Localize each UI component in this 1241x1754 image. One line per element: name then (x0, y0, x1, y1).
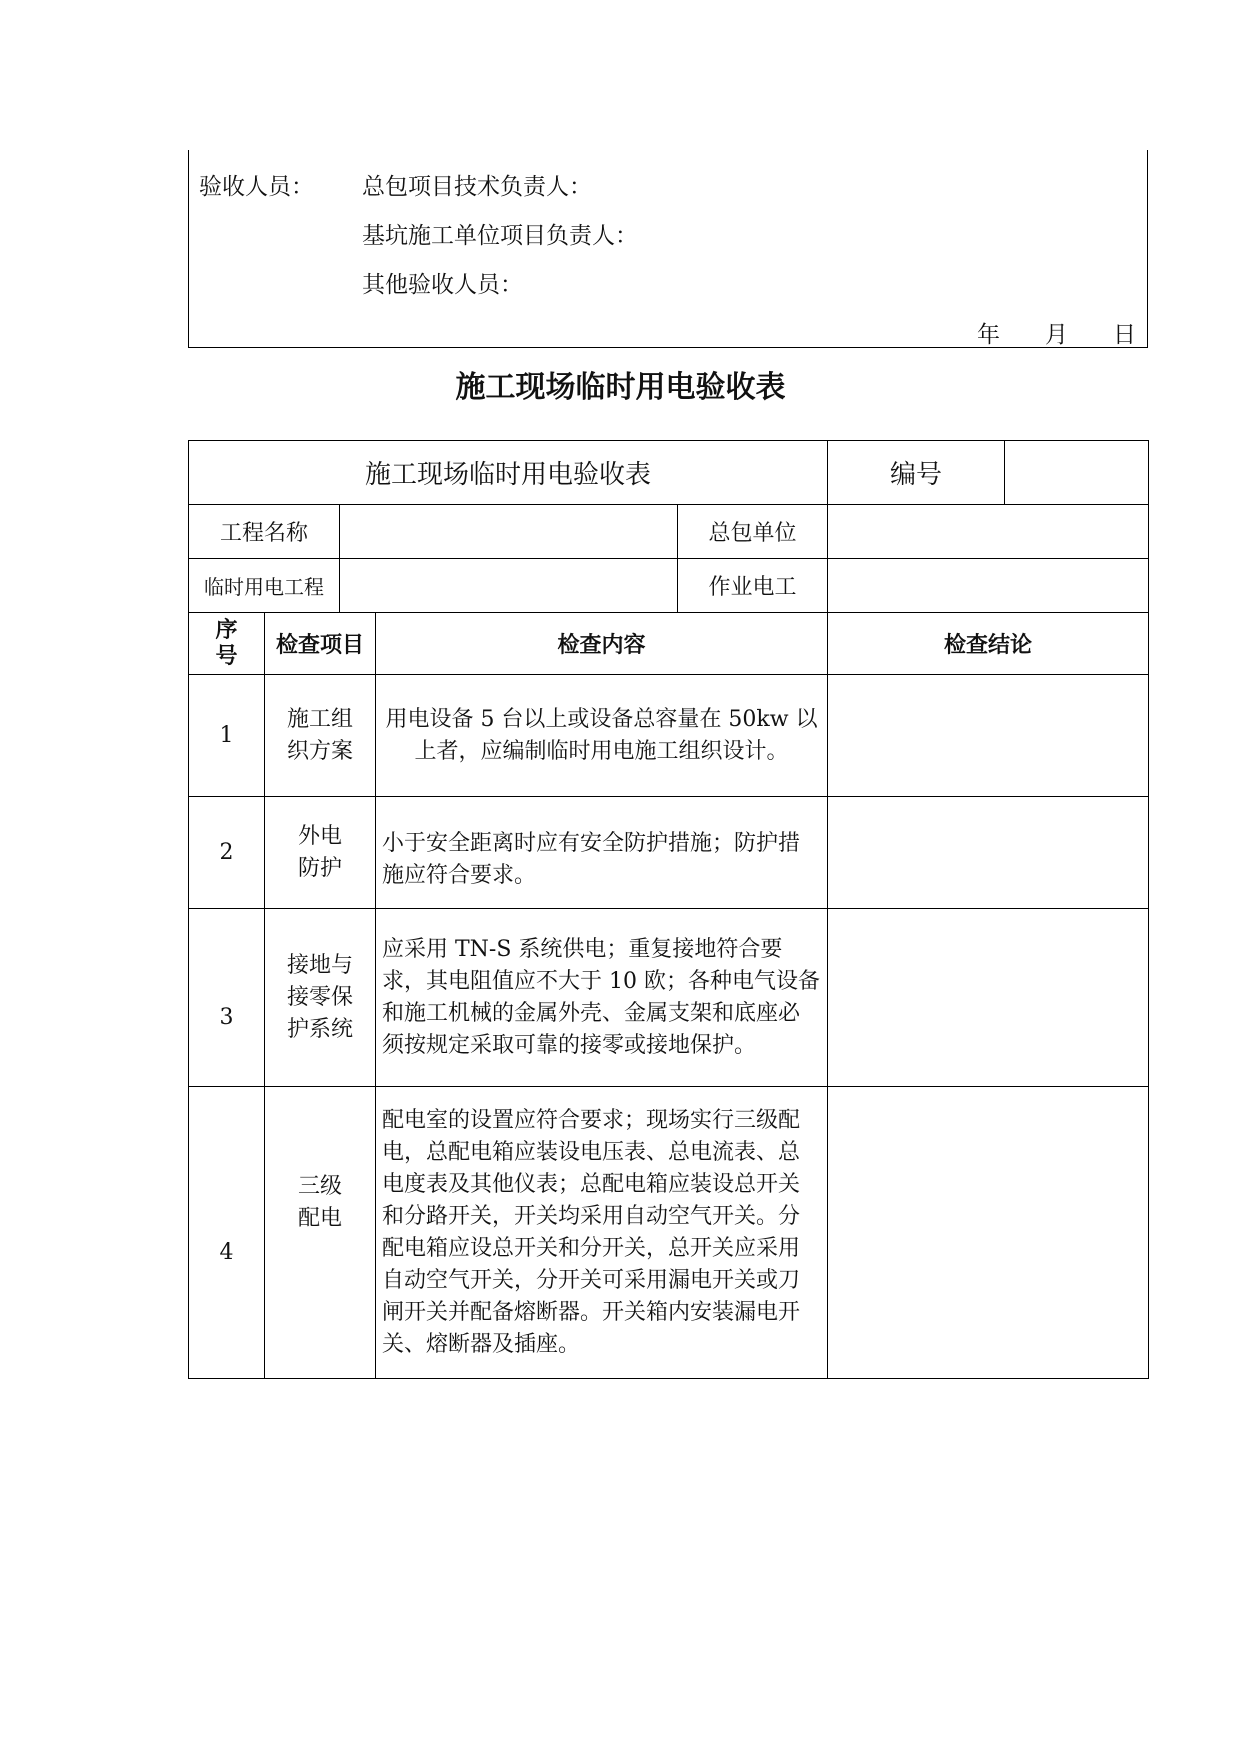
date-day: 日 (1113, 322, 1136, 348)
row-content: 应采用 TN-S 系统供电；重复接地符合要求，其电阻值应不大于 10 欧；各种电气设备和施工机械的金属外壳、金属支架和底座必须按规定采取可靠的接零或接地保护。 (376, 909, 828, 1087)
general-contractor-tech-lead-label: 总包项目技术负责人： (362, 174, 592, 200)
electrician-label: 作业电工 (678, 559, 828, 613)
general-contractor-label: 总包单位 (678, 505, 828, 559)
row-seq: 3 (189, 909, 265, 1087)
table-row (189, 909, 1149, 1087)
temp-power-project-value[interactable] (340, 559, 678, 613)
inspection-form-table (188, 440, 1149, 1379)
project-name-label: 工程名称 (189, 505, 340, 559)
form-header-row (189, 441, 1149, 505)
row-item: 三级配电 (265, 1087, 376, 1379)
number-label: 编号 (828, 441, 1005, 505)
row-conclusion[interactable] (828, 909, 1149, 1087)
row-seq: 4 (189, 1087, 265, 1379)
document-title: 施工现场临时用电验收表 (455, 370, 786, 405)
row-item: 接地与接零保护系统 (265, 909, 376, 1087)
col-seq-header: 序号 (189, 613, 265, 675)
row-conclusion[interactable] (828, 675, 1149, 797)
other-inspectors-label: 其他验收人员： (362, 272, 523, 298)
table-row (189, 1087, 1149, 1379)
row-seq: 2 (189, 797, 265, 909)
general-contractor-value[interactable] (828, 505, 1149, 559)
date-year: 年 (977, 322, 1000, 348)
row-conclusion[interactable] (828, 797, 1149, 909)
row-conclusion[interactable] (828, 1087, 1149, 1379)
table-row (189, 675, 1149, 797)
form-header-title: 施工现场临时用电验收表 (189, 441, 828, 505)
row-content: 配电室的设置应符合要求；现场实行三级配电，总配电箱应装设电压表、总电流表、总电度表及其他仪表；总配电箱应装设总开关和分路开关，开关均采用自动空气开关。分配电箱应设总开关和分开关，总开关应采用自动空气开关，分开关可采用漏电开关或刀闸开关并配备熔断器。开关箱内安装漏电开关、熔断器及插座。 (376, 1087, 828, 1379)
row-content: 用电设备 5 台以上或设备总容量在 50kw 以上者，应编制临时用电施工组织设计。 (376, 675, 828, 797)
col-item-header: 检查项目 (265, 613, 376, 675)
temp-power-row (189, 559, 1149, 613)
row-seq: 1 (189, 675, 265, 797)
project-name-row (189, 505, 1149, 559)
table-row (189, 797, 1149, 909)
project-name-value[interactable] (340, 505, 678, 559)
col-content-header: 检查内容 (376, 613, 828, 675)
inspector-label: 验收人员： (199, 174, 314, 200)
foundation-pit-unit-lead-label: 基坑施工单位项目负责人： (362, 223, 638, 249)
date-month: 月 (1045, 322, 1068, 348)
row-item: 施工组织方案 (265, 675, 376, 797)
row-content: 小于安全距离时应有安全防护措施；防护措施应符合要求。 (376, 797, 828, 909)
col-conclusion-header: 检查结论 (828, 613, 1149, 675)
number-value[interactable] (1005, 441, 1149, 505)
electrician-value[interactable] (828, 559, 1149, 613)
signature-block (188, 150, 1148, 348)
temp-power-project-label: 临时用电工程 (189, 559, 340, 613)
row-item: 外电防护 (265, 797, 376, 909)
column-header-row (189, 613, 1149, 675)
